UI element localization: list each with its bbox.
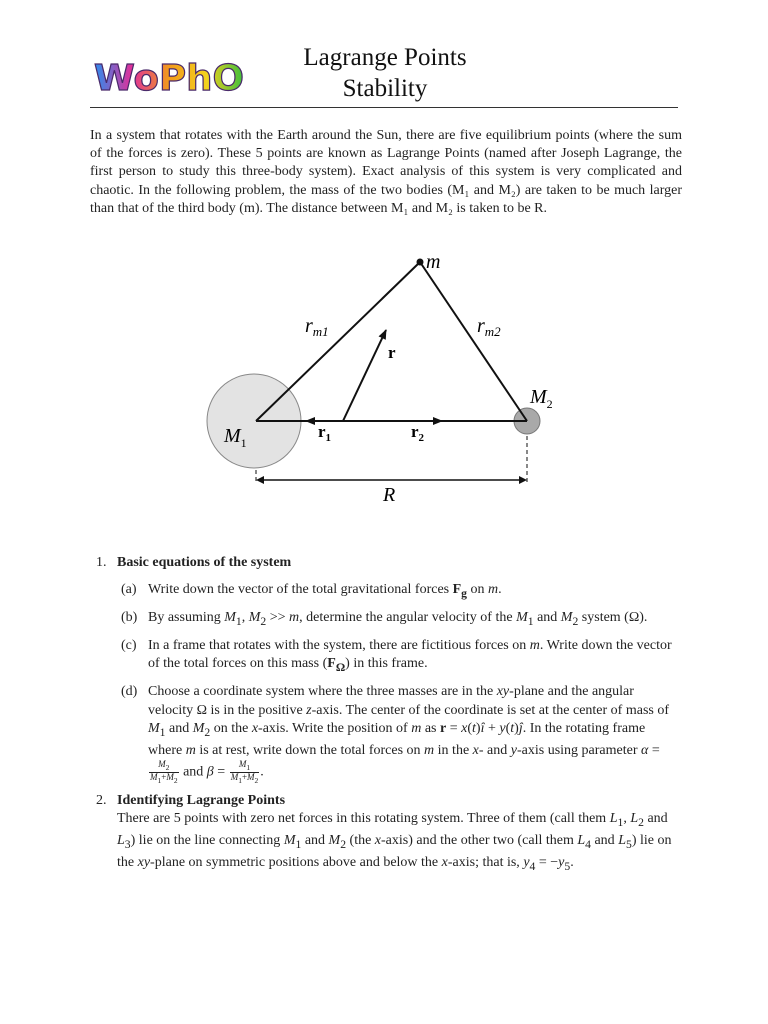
- question-1-title: Basic equations of the system: [117, 555, 292, 570]
- label-M1: M: [224, 425, 241, 447]
- svg-text:WoPhO: WoPhO: [94, 58, 244, 99]
- question-1a-label: (a): [121, 582, 137, 598]
- svg-text:rm1: [305, 315, 329, 339]
- question-2-text: There are 5 points with zero net forces in this rotating system. Three of them (call them $L_1$, $L_2$ and $L_3$) lie on the line connecting $M_1$ and $M_2$ (the x-axis) and the other two (call them $L_4$ and $L_5$) lie on the xy-plane on symmetric positions above and below the x-axis; that is, $y_4 = -y_5$.: [117, 810, 672, 873]
- label-rm2: r: [477, 315, 485, 337]
- svg-text:rm2: [477, 315, 501, 339]
- title-line-1: Lagrange Points: [303, 44, 467, 71]
- label-r2-sub: 2: [418, 432, 425, 444]
- question-1a: [117, 581, 682, 603]
- label-r2: r: [411, 422, 419, 441]
- label-M2-sub: 2: [546, 397, 553, 411]
- question-1a-text: Write down the vector of the total gravitational forces $F_g$ on m.: [148, 582, 502, 600]
- label-r: r: [388, 343, 396, 362]
- question-2-number: 2.: [96, 792, 107, 808]
- label-R: R: [383, 484, 396, 506]
- label-M2: M: [530, 386, 547, 408]
- question-1c-label: (c): [121, 638, 137, 654]
- question-1d-label: (d): [121, 684, 138, 700]
- mass-m-dot: [417, 259, 424, 266]
- label-M1-sub: 1: [240, 436, 247, 450]
- question-1d: [117, 683, 682, 784]
- label-r1: r: [318, 422, 326, 441]
- question-2: [96, 792, 682, 876]
- three-body-diagram: [195, 248, 575, 518]
- question-2-title: Identifying Lagrange Points: [117, 792, 286, 808]
- line-rm2: [420, 262, 527, 421]
- question-1d-text: Choose a coordinate system where the three masses are in the xy-plane and the angular velocity Ω is in the positive z-axis. The center of the coordinate is set at the center of mass of $M_1$ and $M_2$ on the x-axis. Write the position of m as r = x(t)î + y(t)ĵ. In the rotating frame where m is at rest, write down the total forces on m in the x- and y-axis using parameter α = $\frac{M_2}{M_1+M_2}$ and β = $\frac{M_1}{M_1+M_2}$ .: [148, 684, 670, 785]
- question-1: [96, 554, 682, 785]
- label-rm1: r: [305, 315, 313, 337]
- title-rule: [90, 107, 678, 108]
- question-1c: [117, 637, 682, 677]
- svg-text:r1: [318, 422, 331, 444]
- label-rm2-sub: m2: [484, 324, 501, 339]
- page-title: [270, 42, 500, 104]
- question-1-number: 1.: [96, 555, 107, 570]
- line-rm1: [256, 262, 420, 421]
- question-1c-text: In a frame that rotates with the system, there are fictitious forces on m. Write down the vector of the total forces on this mass $(F_\Omega)$ in this frame.: [148, 638, 672, 675]
- question-1b: [117, 609, 682, 631]
- label-r1-sub: 1: [325, 432, 332, 444]
- svg-text:r2: [411, 422, 425, 444]
- label-rm1-sub: m1: [312, 324, 329, 339]
- svg-text:M2: [529, 386, 553, 411]
- question-1b-label: (b): [121, 610, 138, 626]
- question-1b-text: By assuming $M_1$, $M_2 >> m$, determine the angular velocity of the $M_1$ and $M_2$ system (Ω).: [148, 610, 648, 628]
- question-list: [96, 554, 682, 876]
- title-line-2: Stability: [342, 75, 428, 102]
- vector-r: [343, 330, 386, 421]
- wopho-logo: [92, 52, 252, 102]
- label-m: m: [426, 251, 441, 273]
- intro-paragraph: In a system that rotates with the Earth around the Sun, there are five equilibrium points (where the sum of the forces is zero). These 5 points are known as Lagrange Points (named after Joseph Lagrange, the first person to study this three-body system). Exact analysis of this system is very complicated and chaotic. In the following problem, the mass of the two bodies (M₁ and M₂) are taken to be much larger than that of the third body (m). The distance between M₁ and M₂ is taken to be R.: [90, 128, 682, 216]
